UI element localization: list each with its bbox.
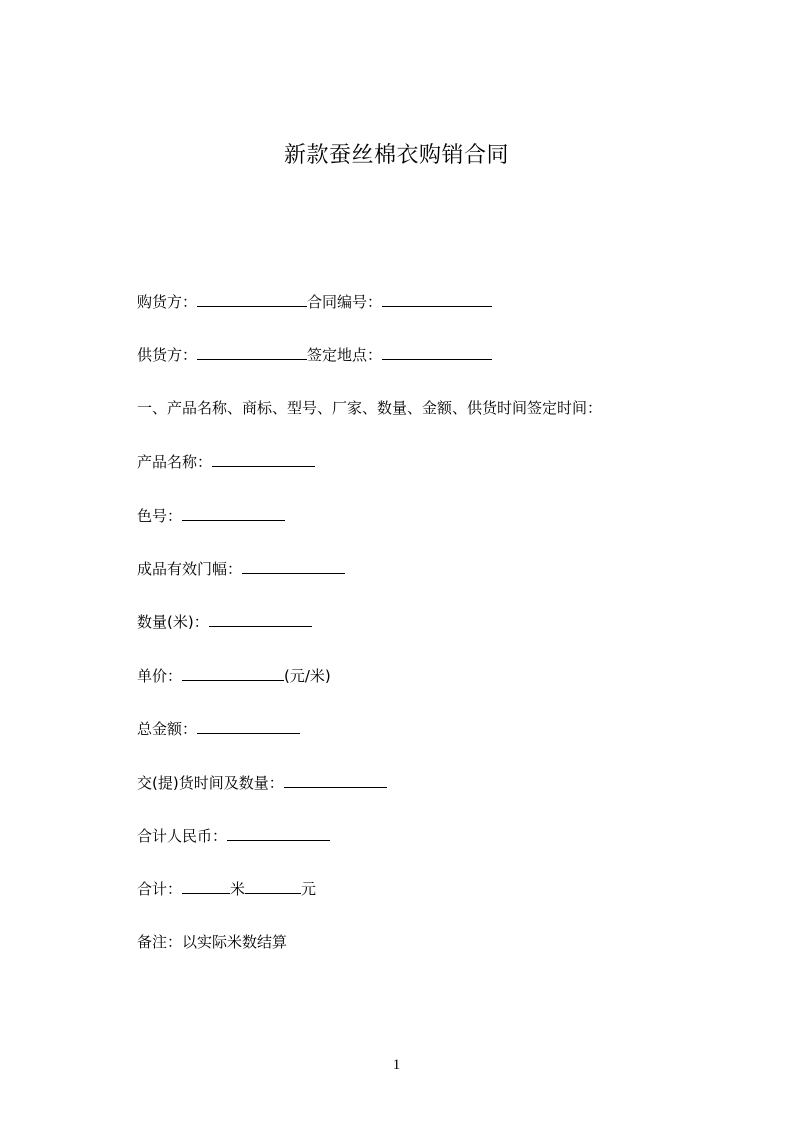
product-name-blank[interactable] xyxy=(212,451,315,467)
total-amount-line xyxy=(137,718,300,739)
section1-heading: 一、产品名称、商标、型号、厂家、数量、金额、供货时间签定时间： xyxy=(137,399,603,417)
supplier-label: 供货方： xyxy=(137,346,198,364)
total-yuan-blank[interactable] xyxy=(245,878,301,894)
page-number: 1 xyxy=(392,1057,401,1073)
total-amount-label: 总金额： xyxy=(137,720,198,738)
total-rmb-label: 合计人民币： xyxy=(137,827,228,845)
unit-price-blank[interactable] xyxy=(182,665,284,681)
delivery-blank[interactable] xyxy=(284,772,387,788)
quantity-label: 数量(米)： xyxy=(137,613,209,631)
quantity-blank[interactable] xyxy=(209,611,312,627)
total-yuan-unit: 元 xyxy=(301,880,317,898)
total-label: 合计： xyxy=(137,880,183,898)
signing-place-label: 签定地点： xyxy=(307,346,383,364)
contract-no-label: 合同编号： xyxy=(307,293,383,311)
effective-width-blank[interactable] xyxy=(242,558,345,574)
color-no-blank[interactable] xyxy=(182,505,285,521)
delivery-line xyxy=(137,772,387,793)
document-title: 新款蚕丝棉衣购销合同 xyxy=(283,143,509,168)
contract-no-blank[interactable] xyxy=(382,291,492,307)
buyer-blank[interactable] xyxy=(197,291,307,307)
total-meter-unit: 米 xyxy=(230,880,246,898)
buyer-line xyxy=(137,291,492,312)
total-amount-blank[interactable] xyxy=(197,718,300,734)
total-meter-blank[interactable] xyxy=(182,878,230,894)
color-no-label: 色号： xyxy=(137,507,183,525)
unit-price-line xyxy=(137,665,331,686)
color-no-line xyxy=(137,505,285,526)
remark-line: 备注：以实际米数结算 xyxy=(137,933,288,951)
supplier-line xyxy=(137,344,492,365)
delivery-label: 交(提)货时间及数量： xyxy=(137,774,284,792)
product-name-label: 产品名称： xyxy=(137,453,213,471)
effective-width-line xyxy=(137,558,345,579)
unit-price-unit: (元/米) xyxy=(284,667,331,685)
total-rmb-blank[interactable] xyxy=(227,825,330,841)
product-name-line xyxy=(137,451,315,472)
signing-place-blank[interactable] xyxy=(382,344,492,360)
unit-price-label: 单价： xyxy=(137,667,183,685)
effective-width-label: 成品有效门幅： xyxy=(137,560,243,578)
total-rmb-line xyxy=(137,825,330,846)
total-line xyxy=(137,878,316,899)
buyer-label: 购货方： xyxy=(137,293,198,311)
supplier-blank[interactable] xyxy=(197,344,307,360)
quantity-line xyxy=(137,611,312,632)
